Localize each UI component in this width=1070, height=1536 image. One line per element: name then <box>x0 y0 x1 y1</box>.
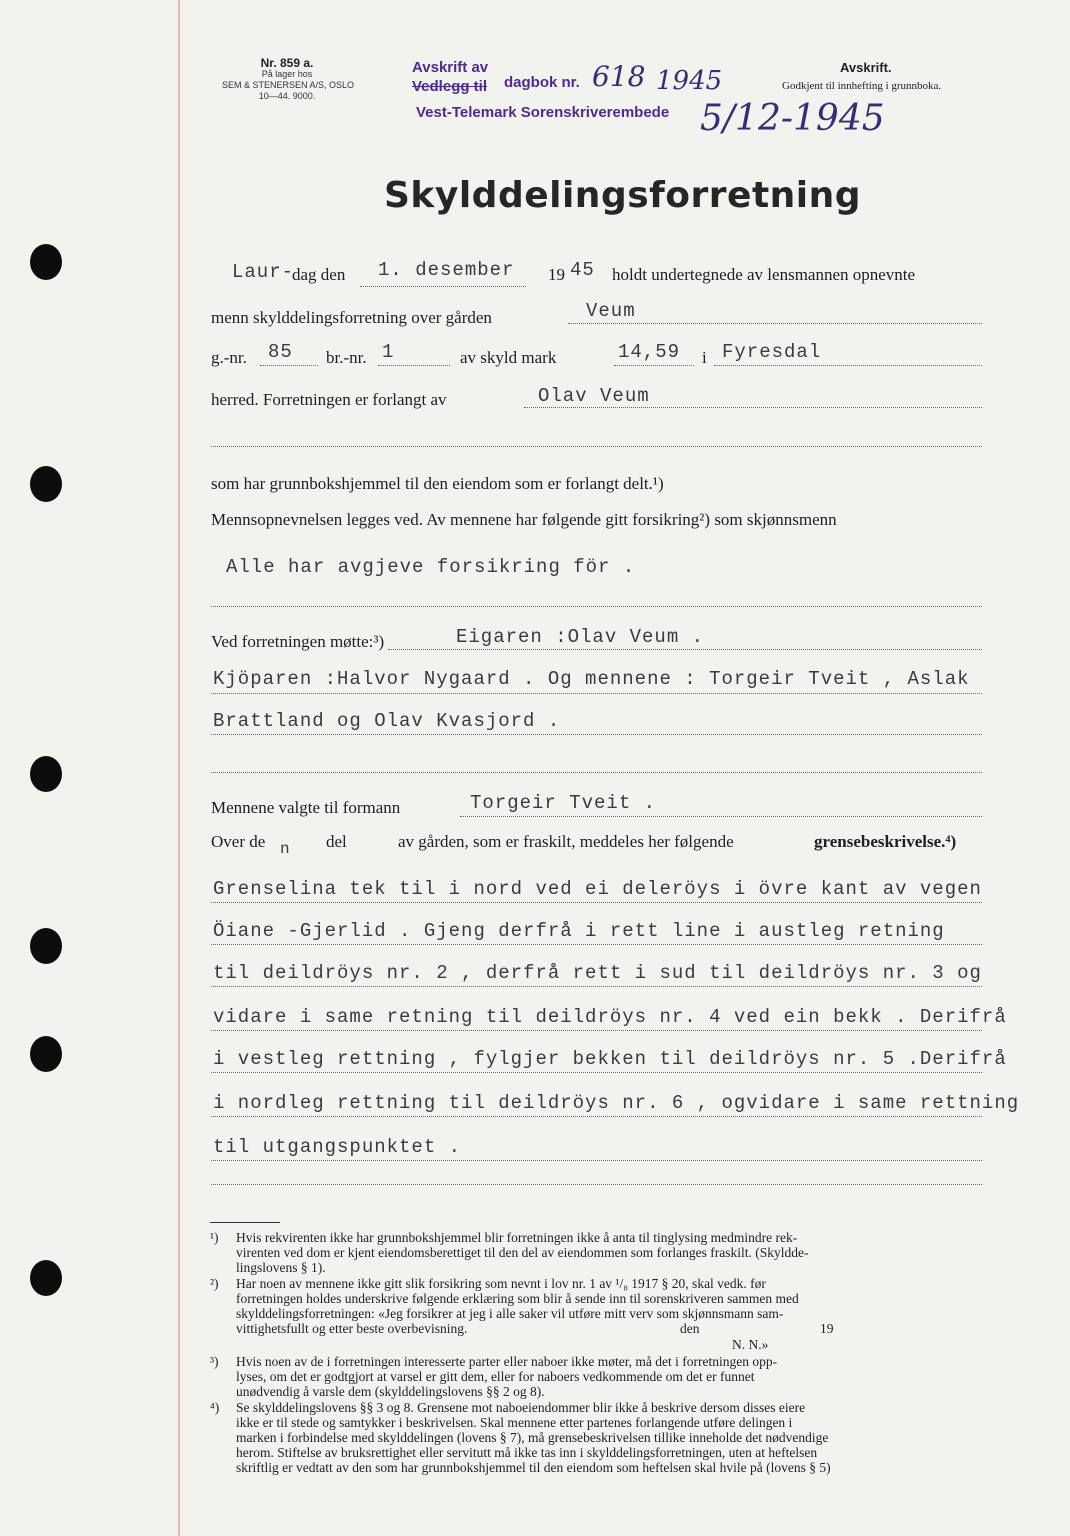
punch-hole <box>30 1036 62 1072</box>
document-title: Skylddelingsforretning <box>384 175 862 216</box>
grensebeskrivelse-label: grensebeskrivelse.⁴) <box>814 832 957 851</box>
footnote-2-signature: N. N.» <box>732 1337 769 1352</box>
stamp-date: 5/12-1945 <box>700 98 885 139</box>
bnr-label: br.-nr. <box>326 348 367 367</box>
over-label: Over de <box>211 832 266 851</box>
intro-rest: holdt undertegnede av lensmannen opnevnte <box>612 265 916 284</box>
footnote-4: Se skylddelingslovens §§ 3 og 8. Grensene mot naboeiendommer blir ikke å beskrive dersom disses eiere ikke er til stede og samtykker i beskrivelsen. Skal mennene etter partenes forlangende utføre delingen i marken i forbindelse med skylddelingen (lovens § 7), må grensebeskrivelsen tillike inneholde det nødvendige herom. Stiftelse av bruksrettighet eller servitutt må ikke tas inn i skylddelingsforretningen, uten at heftelsen skriftlig er vedtatt av den som har grunnbokshjemmel til den eiendom som heftelsen skal hvile på (lovens § 5) <box>236 1400 831 1475</box>
gnr-label: g.-nr. <box>211 348 247 367</box>
mote-line-2: Kjöparen :Halvor Nygaard . Og mennene : Torgeir Tveit , Aslak <box>213 668 970 690</box>
mennsopnevnelsen-line: Mennsopnevnelsen legges ved. Av mennene har følgende gitt forsikring²) som skjønnsmenn <box>211 510 837 529</box>
boundary-line: Grenselina tek til i nord ved ei deleröys i övre kant av vegen <box>213 878 982 900</box>
punch-hole <box>30 928 62 964</box>
i-label: i <box>702 348 707 367</box>
date-field: 1. desember <box>378 259 515 281</box>
stamp-office: Vest-Telemark Sorenskriverembede <box>416 104 670 121</box>
footnote-2-year: 19 <box>820 1321 834 1336</box>
punch-hole <box>30 244 62 280</box>
farm-name: Veum <box>586 300 636 322</box>
over-rest: av gården, som er fraskilt, meddeles her følgende <box>398 832 734 851</box>
punch-hole <box>30 466 62 502</box>
mote-label: Ved forretningen møtte:³) <box>211 632 385 651</box>
mote-line-1: Eigaren :Olav Veum . <box>456 626 705 648</box>
footnote-rule <box>210 1222 280 1223</box>
printer-block <box>222 56 355 102</box>
footnote-2: Har noen av mennene ikke gitt slik forsikring som nevnt i lov nr. 1 av ¹/₈ 1917 § 20, skal vedk. før forretningen holdes underskrive følgende erklæring som blir å sende inn til sorenskriveren sammen med skylddelingsforretningen: «Jeg forsikrer at jeg i alle saker vil utføre mitt verv som skjønnsmann sam- vittighetsfullt og etter beste overbevisning. <box>236 1276 799 1336</box>
year-prefix: 19 <box>548 265 565 284</box>
footnote-3: Hvis noen av de i forretningen interesserte parter eller naboer ikke møter, må det i forretningen opp- lyses, om det er godtgjort at varsel er gitt dem, eller for naboers vedkommende om det er funnet unødvendig å varsle dem (skylddelingslovens §§ 2 og 8). <box>236 1354 778 1399</box>
bnr-value: 1 <box>382 341 395 363</box>
boundary-line: i vestleg rettning , fylgjer bekken til deildröys nr. 5 .Derifrå <box>213 1048 1007 1070</box>
stamp-avskrift-av: Avskrift av <box>412 59 489 76</box>
boundary-line: Öiane -Gjerlid . Gjeng derfrå i rett line i austleg retning <box>213 920 945 942</box>
right-subtitle: Godkjent til innhefting i grunnboka. <box>782 80 942 92</box>
municipality: Fyresdal <box>722 341 822 363</box>
del-label: del <box>326 832 347 851</box>
form-number: Nr. 859 a. <box>260 56 314 70</box>
printer-line: SEM & STENERSEN A/S, OSLO <box>222 80 355 90</box>
skyld-value: 14,59 <box>618 341 681 363</box>
boundary-line: i nordleg rettning til deildröys nr. 6 , ogvidare i same rettning <box>213 1092 1020 1114</box>
punch-hole <box>30 1260 62 1296</box>
over-n: n <box>280 840 291 858</box>
margin-line <box>178 0 180 1536</box>
footnote-1: Hvis rekvirenten ikke har grunnbokshjemmel blir forretningen ikke å anta til tinglysing medmindre rek- virenten ved dom er kjent eiendomsberettiget til den del av eiendommen som forlanges fraskilt. (Skyldde- lingslovens § 1). <box>236 1230 809 1275</box>
weekday: Laur- <box>232 261 295 283</box>
grunnbok-line: som har grunnbokshjemmel til den eiendom som er forlangt delt.¹) <box>211 474 664 493</box>
skyld-label: av skyld mark <box>460 348 557 367</box>
footnote-2-den: den <box>680 1321 700 1336</box>
formann-value: Torgeir Tveit . <box>470 792 657 814</box>
gnr-value: 85 <box>268 341 293 363</box>
dagbok-number: 618 <box>592 60 646 93</box>
mote-line-3: Brattland og Olav Kvasjord . <box>213 710 561 732</box>
requested-by: Olav Veum <box>538 385 650 407</box>
footnote-mark: ²) <box>210 1276 219 1291</box>
line2-prefix: menn skylddelingsforretning over gården <box>211 308 492 327</box>
forsikring-text: Alle har avgjeve forsikring för . <box>226 556 636 578</box>
footnote-mark: ¹) <box>210 1230 219 1245</box>
footnote-mark: ⁴) <box>210 1400 220 1415</box>
printer-line: 10—44. 9000. <box>258 91 316 101</box>
herred-label: herred. Forretningen er forlangt av <box>211 390 447 409</box>
dag-den-label: dag den <box>292 265 346 284</box>
boundary-line: til deildröys nr. 2 , derfrå rett i sud til deildröys nr. 3 og <box>213 962 982 984</box>
dagbok-year: 1945 <box>656 66 723 96</box>
stamp-dagbok: dagbok nr. <box>504 74 580 91</box>
stamp-vedlegg-til: Vedlegg til <box>412 78 488 95</box>
right-title: Avskrift. <box>840 60 892 75</box>
year-suffix: 45 <box>570 259 595 281</box>
printer-line: På lager hos <box>261 69 313 79</box>
boundary-line: til utgangspunktet . <box>213 1136 462 1158</box>
punch-hole <box>30 756 62 792</box>
footnote-mark: ³) <box>210 1354 219 1369</box>
formann-label: Mennene valgte til formann <box>211 798 401 817</box>
boundary-line: vidare i same retning til deildröys nr. 4 ved ein bekk . Derifrå <box>213 1006 1007 1028</box>
